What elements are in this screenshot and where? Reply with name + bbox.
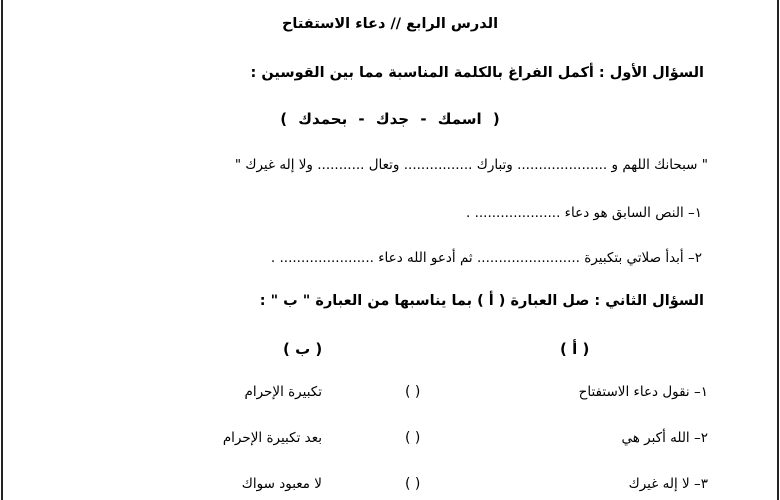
match-b-1: تكبيرة الإحرام bbox=[244, 384, 322, 400]
column-b-label: ( ب ) bbox=[283, 340, 323, 358]
match-answer-2[interactable]: ( ) bbox=[405, 430, 421, 446]
left-border bbox=[1, 0, 3, 500]
passage-line: " سبحانك اللهم و ..................... وتبارك ................ وتعال ........... ولا إله غيرك " bbox=[234, 157, 708, 173]
question1-heading: السؤال الأول : أكمل الفراغ بالكلمة المناسبة مما بين القوسين : bbox=[250, 65, 704, 81]
q1-item-2: ٢– أبدأ صلاتي بتكبيرة ........................ ثم أدعو الله دعاء ...................... . bbox=[270, 250, 702, 266]
column-a-label: ( أ ) bbox=[560, 340, 590, 358]
right-border bbox=[777, 0, 779, 500]
q1-item-1: ١– النص السابق هو دعاء .................... . bbox=[465, 205, 702, 221]
match-answer-1[interactable]: ( ) bbox=[405, 384, 421, 400]
lesson-title: الدرس الرابع // دعاء الاستفتاح bbox=[281, 16, 499, 32]
match-a-1: ١– نقول دعاء الاستفتاح bbox=[578, 384, 708, 400]
match-a-3: ٣– لا إله غيرك bbox=[628, 476, 708, 492]
match-a-2: ٢– الله أكبر هي bbox=[621, 430, 708, 446]
match-answer-3[interactable]: ( ) bbox=[405, 476, 421, 492]
match-b-2: بعد تكبيرة الإحرام bbox=[222, 430, 322, 446]
word-choices: ( اسمك - جدك - بحمدك ) bbox=[280, 110, 500, 128]
question2-heading: السؤال الثاني : صل العبارة ( أ ) بما يناسبها من العبارة " ب " : bbox=[259, 293, 704, 309]
match-b-3: لا معبود سواك bbox=[241, 476, 322, 492]
